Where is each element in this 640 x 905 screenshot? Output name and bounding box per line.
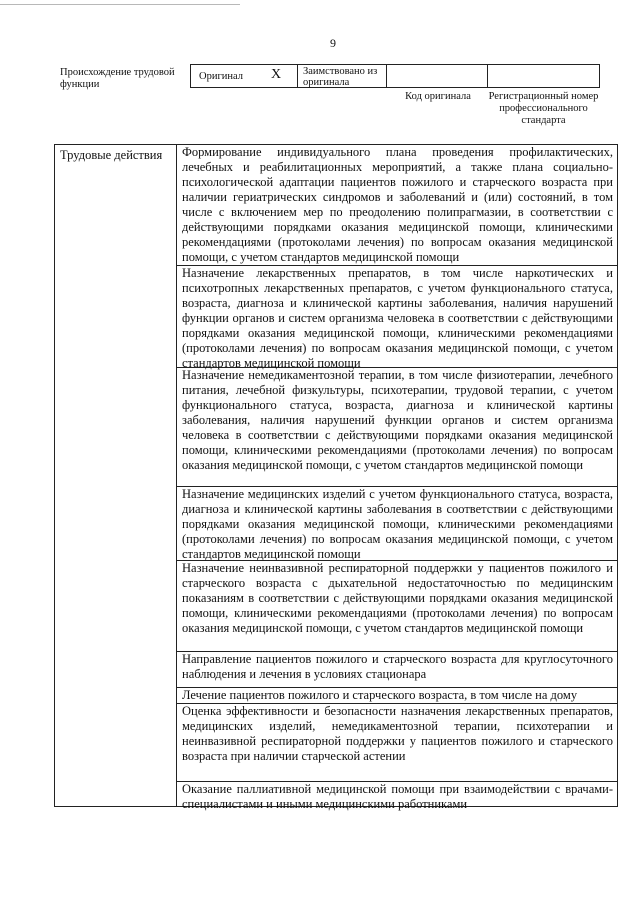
action-item: Оказание паллиативной медицинской помощи при взаимодействии с врачами-специалистами и иными медицинскими работниками — [182, 782, 613, 811]
code-cell — [387, 64, 487, 88]
action-item: Назначение лекарственных препаратов, в том числе наркотических и психотропных лекарственных препаратов, с учетом функционального статуса, возраста, диагноза и клинической картины заболевания, наличия нарушений функции органов и систем организма человека в соответствии с действующими порядками оказания медицинской помощи, клиническими рекомендациями (протоколами лечения) по вопросам оказания медицинской помощи, с учетом стандартов медицинской помощи — [177, 266, 617, 368]
labor-actions-table — [54, 144, 618, 811]
page-number: 9 — [330, 36, 336, 50]
original-mark: X — [271, 67, 282, 82]
action-item: Назначение медицинских изделий с учетом функционального статуса, возраста, диагноза и клинической картины заболевания в соответствии с действующими порядками оказания медицинской помощи, клиническими рекомендациями (протоколами лечения) по вопросам оказания медицинской помощи, с учетом стандартов медицинской помощи — [177, 487, 617, 561]
action-item: Оценка эффективности и безопасности назначения лекарственных препаратов, медицинских изделий, немедикаментозной терапии, психотерапии и неинвазивной респираторной поддержки у пациентов пожилого и старческого возраста при наличии старческой астении — [177, 704, 617, 782]
code-caption: Код оригинала — [405, 91, 471, 102]
reg-caption: Регистрационный номер профессионального стандарта — [488, 91, 599, 126]
reg-number-cell — [487, 64, 600, 88]
action-item: Направление пациентов пожилого и старческого возраста для круглосуточного наблюдения и лечения в условиях стационара — [177, 652, 617, 688]
action-item: Лечение пациентов пожилого и старческого возраста, в том числе на дому — [177, 688, 617, 704]
original-cell: Оригинал — [190, 64, 297, 88]
top-rule — [0, 4, 240, 5]
borrowed-cell: Заимствовано из оригинала — [297, 64, 387, 88]
action-item: Назначение неинвазивной респираторной поддержки у пациентов пожилого и старческого возраста с дыхательной недостаточностью по медицинским показаниям в соответствии с действующими порядками оказания медицинской помощи, клиническими рекомендациями (протоколами лечения) по вопросам оказания медицинской помощи, с учетом стандартов медицинской помощи — [177, 561, 617, 652]
labor-actions-header: Трудовые действия — [60, 148, 163, 162]
action-item: Назначение немедикаментозной терапии, в том числе физиотерапии, лечебного питания, лечебной физкультуры, психотерапии, трудовой терапии, с учетом функционального статуса, возраста, диагноза и клинической картины заболевания, наличия нарушений функции органов и систем организма человека в соответствии с действующими порядками оказания медицинской помощи, клиническими рекомендациями (протоколами лечения) по вопросам оказания медицинской помощи, с учетом стандартов медицинской помощи — [177, 368, 617, 487]
action-item: Формирование индивидуального плана проведения профилактических, лечебных и реабилитационных мероприятий, а также плана социально-психологической адаптации пациентов пожилого и старческого возраста при наличии гериатрических синдромов и заболеваний и (или) состояний, в том числе с включением мер по преодолению полипрагмазии, в соответствии с действующими порядками оказания медицинской помощи, клиническими рекомендациями (протоколами лечения) по вопросам оказания медицинской помощи, с учетом стандартов медицинской помощи — [177, 145, 617, 266]
origin-label: Происхождение трудовой функции — [60, 67, 175, 90]
